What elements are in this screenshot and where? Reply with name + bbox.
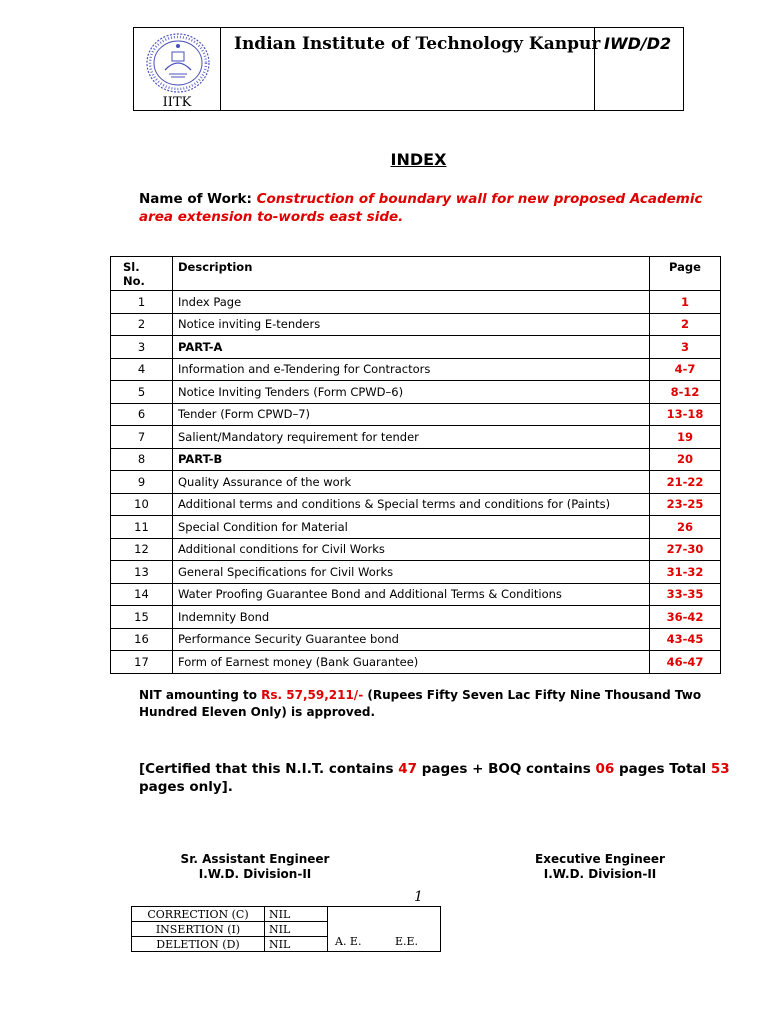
name-of-work-value: Construction of boundary wall for new proposed Academic area extension to-words east side. bbox=[139, 191, 703, 225]
index-table bbox=[110, 256, 721, 674]
description: PART-B bbox=[173, 448, 650, 471]
description: PART-A bbox=[173, 336, 650, 359]
nit-page-count: 47 bbox=[398, 761, 418, 777]
table-row bbox=[111, 606, 721, 629]
ee-label: E.E. bbox=[394, 935, 419, 948]
sl-no: 4 bbox=[111, 358, 173, 381]
page-ref: 36-42 bbox=[650, 606, 721, 629]
table-row bbox=[111, 651, 721, 674]
sl-no: 1 bbox=[111, 291, 173, 314]
signatory-division: I.W.D. Division-II bbox=[198, 867, 312, 881]
cid-value: NIL bbox=[265, 937, 328, 952]
table-row bbox=[111, 448, 721, 471]
description: Notice inviting E-tenders bbox=[173, 313, 650, 336]
table-row bbox=[111, 628, 721, 651]
sl-no: 6 bbox=[111, 403, 173, 426]
signatory-division: I.W.D. Division-II bbox=[543, 867, 657, 881]
cid-value: NIL bbox=[265, 922, 328, 937]
cert-text: pages Total bbox=[614, 761, 711, 777]
table-row bbox=[111, 291, 721, 314]
table-row bbox=[111, 538, 721, 561]
table-row bbox=[111, 583, 721, 606]
description: Form of Earnest money (Bank Guarantee) bbox=[173, 651, 650, 674]
boq-page-count: 06 bbox=[595, 761, 615, 777]
description: General Specifications for Civil Works bbox=[173, 561, 650, 584]
cid-value: NIL bbox=[265, 907, 328, 922]
page-ref: 23-25 bbox=[650, 493, 721, 516]
sl-no: 7 bbox=[111, 426, 173, 449]
description: Salient/Mandatory requirement for tender bbox=[173, 426, 650, 449]
page-ref: 27-30 bbox=[650, 538, 721, 561]
sl-no: 11 bbox=[111, 516, 173, 539]
page-ref: 21-22 bbox=[650, 471, 721, 494]
sl-no-header: Sl. No. bbox=[111, 257, 173, 291]
description: Tender (Form CPWD–7) bbox=[173, 403, 650, 426]
sl-no: 9 bbox=[111, 471, 173, 494]
page-header: Page bbox=[650, 257, 721, 291]
sl-no: 15 bbox=[111, 606, 173, 629]
description: Additional terms and conditions & Special terms and conditions for (Paints) bbox=[173, 493, 650, 516]
sl-no: 17 bbox=[111, 651, 173, 674]
description: Additional conditions for Civil Works bbox=[173, 538, 650, 561]
logo-caption: IITK bbox=[162, 95, 192, 110]
sl-no: 13 bbox=[111, 561, 173, 584]
description-header: Description bbox=[173, 257, 650, 291]
name-of-work-label: Name of Work: bbox=[139, 191, 252, 207]
sl-no: 16 bbox=[111, 628, 173, 651]
signature-executive-engineer bbox=[505, 852, 695, 882]
signatory-title: Sr. Assistant Engineer bbox=[180, 852, 330, 866]
description: Quality Assurance of the work bbox=[173, 471, 650, 494]
document-code: IWD/D2 bbox=[604, 34, 672, 53]
page-ref: 1 bbox=[650, 291, 721, 314]
description: Indemnity Bond bbox=[173, 606, 650, 629]
document-header bbox=[133, 27, 684, 111]
sl-no: 3 bbox=[111, 336, 173, 359]
table-row bbox=[111, 561, 721, 584]
table-header-row bbox=[111, 257, 721, 291]
page-ref: 46-47 bbox=[650, 651, 721, 674]
index-title: INDEX bbox=[390, 150, 447, 169]
nit-amount-statement bbox=[139, 687, 739, 721]
table-row bbox=[111, 426, 721, 449]
page-ref: 43-45 bbox=[650, 628, 721, 651]
table-row bbox=[111, 471, 721, 494]
iitk-seal-logo bbox=[145, 32, 211, 94]
page-ref: 4-7 bbox=[650, 358, 721, 381]
page-ref: 2 bbox=[650, 313, 721, 336]
page-ref: 31-32 bbox=[650, 561, 721, 584]
correction-insertion-deletion-table bbox=[131, 906, 441, 952]
page-ref: 3 bbox=[650, 336, 721, 359]
page-ref: 20 bbox=[650, 448, 721, 471]
page-ref: 33-35 bbox=[650, 583, 721, 606]
sl-no: 5 bbox=[111, 381, 173, 404]
description: Performance Security Guarantee bond bbox=[173, 628, 650, 651]
name-of-work bbox=[139, 190, 739, 226]
cid-label: INSERTION (I) bbox=[132, 922, 265, 937]
nit-suffix: (Rupees Fifty Seven Lac Fifty Nine Thousand Two Hundred Eleven Only) is approved. bbox=[139, 688, 702, 719]
cert-text: pages + BOQ contains bbox=[417, 761, 596, 777]
page-ref: 13-18 bbox=[650, 403, 721, 426]
page-ref: 26 bbox=[650, 516, 721, 539]
sl-no: 10 bbox=[111, 493, 173, 516]
cert-text: pages only]. bbox=[139, 779, 233, 795]
table-row bbox=[132, 907, 441, 922]
description: Information and e-Tendering for Contractors bbox=[173, 358, 650, 381]
sl-no: 2 bbox=[111, 313, 173, 336]
description: Index Page bbox=[173, 291, 650, 314]
page-ref: 19 bbox=[650, 426, 721, 449]
table-row bbox=[111, 403, 721, 426]
table-row bbox=[111, 493, 721, 516]
signatory-title: Executive Engineer bbox=[535, 852, 665, 866]
nit-amount: Rs. 57,59,211/- bbox=[261, 688, 364, 702]
header-divider bbox=[220, 28, 221, 110]
sl-no: 8 bbox=[111, 448, 173, 471]
total-page-count: 53 bbox=[710, 761, 730, 777]
ae-label: A. E. bbox=[335, 935, 362, 948]
ae-ee-initials bbox=[328, 907, 441, 952]
table-row bbox=[111, 336, 721, 359]
cid-label: DELETION (D) bbox=[132, 937, 265, 952]
description: Special Condition for Material bbox=[173, 516, 650, 539]
cert-text: [Certified that this N.I.T. contains bbox=[139, 761, 399, 777]
certificate-statement bbox=[139, 760, 739, 796]
nit-prefix: NIT amounting to bbox=[139, 688, 262, 702]
description: Water Proofing Guarantee Bond and Additional Terms & Conditions bbox=[173, 583, 650, 606]
institute-name: Indian Institute of Technology Kanpur bbox=[234, 34, 601, 54]
table-row bbox=[111, 381, 721, 404]
table-row bbox=[111, 516, 721, 539]
cid-label: CORRECTION (C) bbox=[132, 907, 265, 922]
page-number: 1 bbox=[414, 889, 423, 905]
sl-no: 14 bbox=[111, 583, 173, 606]
table-row bbox=[111, 313, 721, 336]
table-row bbox=[111, 358, 721, 381]
sl-no: 12 bbox=[111, 538, 173, 561]
signature-sr-assistant-engineer bbox=[160, 852, 350, 882]
page-ref: 8-12 bbox=[650, 381, 721, 404]
description: Notice Inviting Tenders (Form CPWD–6) bbox=[173, 381, 650, 404]
